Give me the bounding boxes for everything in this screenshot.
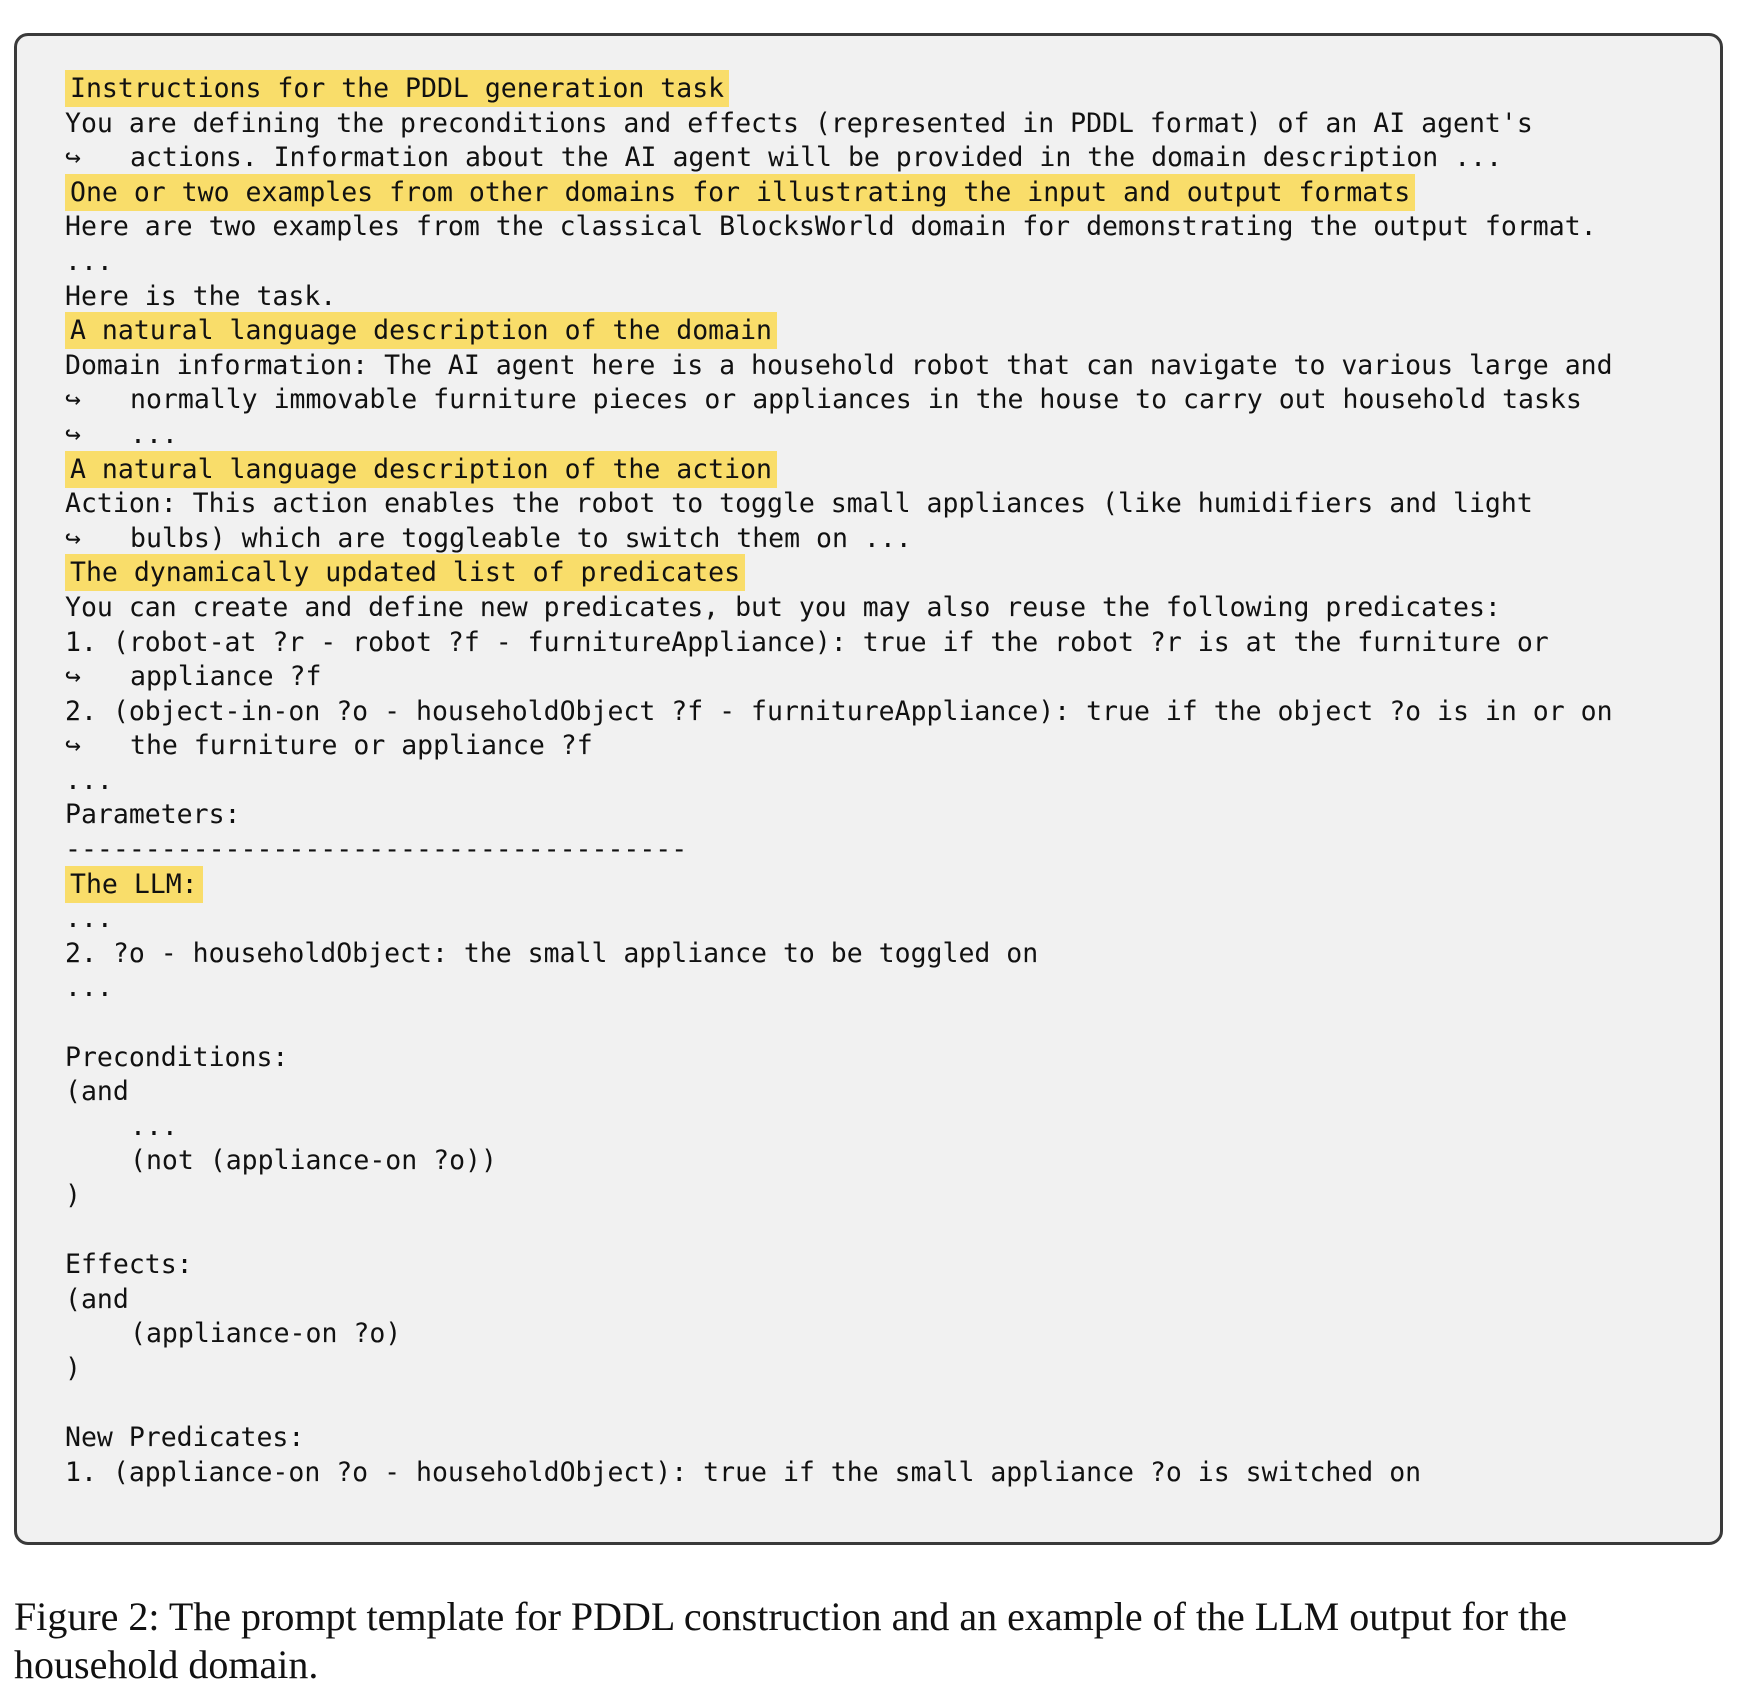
separator-line: --------------------------------------- xyxy=(65,834,688,866)
task-line-2-text: actions. Information about the AI agent will be provided in the domain description ... xyxy=(130,142,1503,174)
highlight-label: A natural language description of the action xyxy=(65,451,777,488)
action-line-2 xyxy=(65,522,1613,557)
highlight-label: Instructions for the PDDL generation task xyxy=(65,70,729,107)
here-is-task: Here is the task. xyxy=(65,280,337,312)
highlight-label: The LLM: xyxy=(65,866,203,903)
new-predicates-label: New Predicates: xyxy=(65,1422,305,1454)
blank-line xyxy=(65,1214,1613,1249)
blank-line xyxy=(65,1387,1613,1422)
effects-label: Effects: xyxy=(65,1249,193,1281)
domain-line-2-text: normally immovable furniture pieces or appliances in the house to carry out household tasks xyxy=(130,384,1582,416)
llm-ellipsis-1: ... xyxy=(65,903,113,935)
predicates-ellipsis: ... xyxy=(65,764,113,796)
preconditions-ellipsis-text: ... xyxy=(130,1110,178,1142)
section-header-llm xyxy=(65,868,1613,903)
highlight-label: A natural language description of the domain xyxy=(65,312,777,349)
blank-line xyxy=(65,1006,1613,1041)
preconditions-open: (and xyxy=(65,1076,129,1108)
effects-item xyxy=(65,1317,1613,1352)
predicate-1-line-2-text: appliance ?f xyxy=(130,661,322,693)
preconditions-ellipsis xyxy=(65,1110,1613,1145)
parameters-label: Parameters: xyxy=(65,799,241,831)
wrap-arrow-icon: ↪ xyxy=(65,384,81,416)
wrap-arrow-icon: ↪ xyxy=(65,142,81,174)
effects-item-text: (appliance-on ?o) xyxy=(130,1318,402,1350)
figure-caption: Figure 2: The prompt template for PDDL construction and an example of the LLM output for the household domain. xyxy=(14,1594,1567,1687)
section-header-action xyxy=(65,453,1613,488)
llm-ellipsis-2: ... xyxy=(65,972,113,1004)
prompt-code-block xyxy=(65,72,1613,1490)
effects-close: ) xyxy=(65,1352,81,1384)
predicates-intro: You can create and define new predicates, but you may also reuse the following predicates: xyxy=(65,591,1501,623)
domain-line-3-text: ... xyxy=(130,418,178,450)
section-header-predicates xyxy=(65,556,1613,591)
action-line-2-text: bulbs) which are toggleable to switch them on ... xyxy=(130,522,912,554)
effects-open: (and xyxy=(65,1283,129,1315)
action-line-1: Action: This action enables the robot to toggle small appliances (like humidifiers and light xyxy=(65,488,1533,520)
preconditions-not-text: (not (appliance-on ?o)) xyxy=(130,1145,497,1177)
highlight-label: The dynamically updated list of predicates xyxy=(65,554,745,591)
examples-line-1: Here are two examples from the classical BlocksWorld domain for demonstrating the output format. xyxy=(65,211,1597,243)
domain-line-3 xyxy=(65,418,1613,453)
wrap-arrow-icon: ↪ xyxy=(65,522,81,554)
wrap-arrow-icon: ↪ xyxy=(65,730,81,762)
domain-line-1: Domain information: The AI agent here is a household robot that can navigate to various large and xyxy=(65,349,1613,381)
preconditions-close: ) xyxy=(65,1180,81,1211)
domain-line-2 xyxy=(65,383,1613,418)
wrap-arrow-icon: ↪ xyxy=(65,661,81,693)
predicate-1-line-1: 1. (robot-at ?r - robot ?f - furnitureAppliance): true if the robot ?r is at the furniture or xyxy=(65,626,1549,658)
new-predicate-1: 1. (appliance-on ?o - householdObject): true if the small appliance ?o is switched on xyxy=(65,1456,1422,1488)
llm-parameter-2: 2. ?o - householdObject: the small appliance to be toggled on xyxy=(65,937,1039,969)
section-header-examples xyxy=(65,176,1613,211)
examples-ellipsis: ... xyxy=(65,245,113,277)
predicate-2-line-2-text: the furniture or appliance ?f xyxy=(130,730,593,762)
preconditions-label: Preconditions: xyxy=(65,1041,289,1073)
predicate-2-line-2 xyxy=(65,729,1613,764)
highlight-label: One or two examples from other domains for illustrating the input and output formats xyxy=(65,174,1415,211)
task-line-2 xyxy=(65,141,1613,176)
wrap-arrow-icon: ↪ xyxy=(65,418,81,450)
section-header-domain xyxy=(65,314,1613,349)
preconditions-not xyxy=(65,1144,1613,1179)
section-header-task xyxy=(65,72,1613,107)
task-line-1: You are defining the preconditions and effects (represented in PDDL format) of an AI agent's xyxy=(65,107,1533,139)
predicate-1-line-2 xyxy=(65,660,1613,695)
predicate-2-line-1: 2. (object-in-on ?o - householdObject ?f - furnitureAppliance): true if the object ?o is in or on xyxy=(65,695,1613,727)
